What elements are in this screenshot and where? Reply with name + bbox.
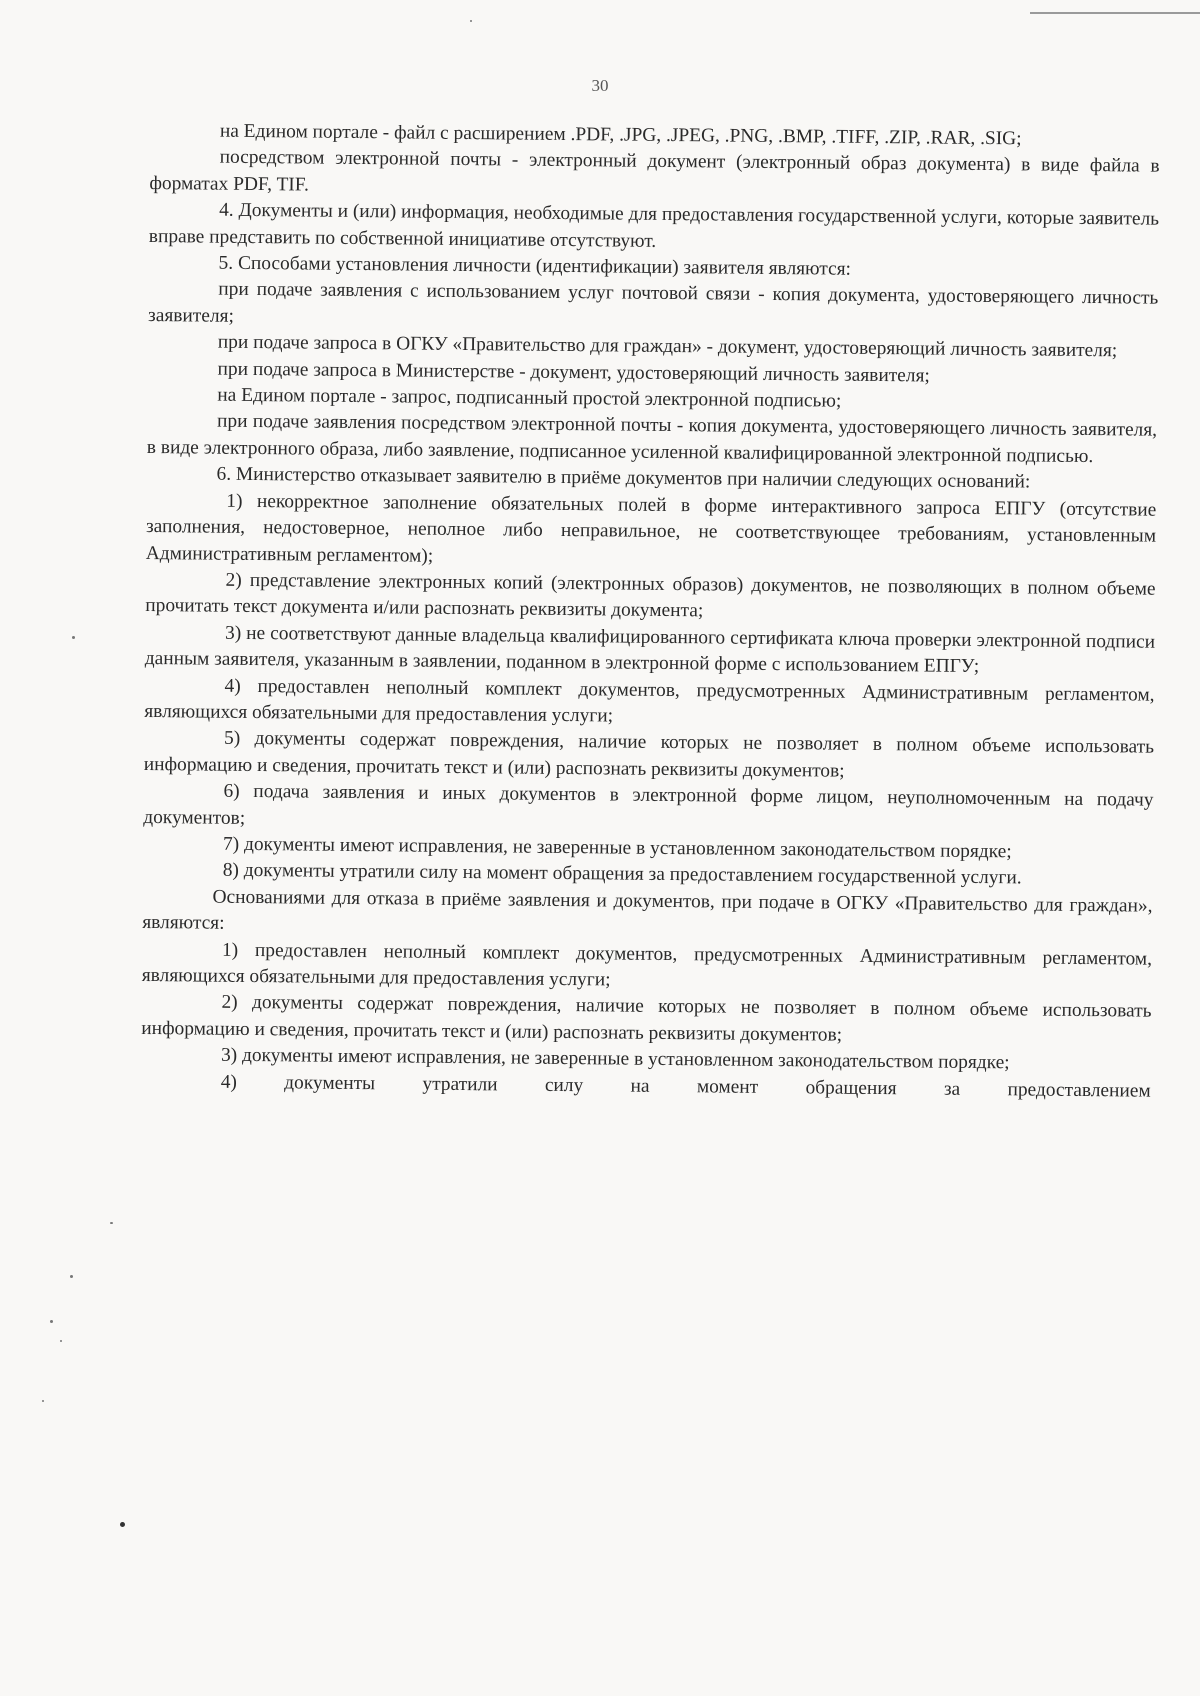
paragraph: 6. Министерство отказывает заявителю в приёме документов при наличии следующих оснований: <box>216 463 1031 493</box>
paragraph: при подаче запроса в ОГКУ «Правительство для граждан» - документ, удостоверяющий личность заявителя; <box>217 331 1118 362</box>
scan-speck <box>120 1522 125 1527</box>
paragraph: 6) подача заявления и иных документов в электронной форме лицом, неуполномоченным на подачу документов; <box>143 780 1154 829</box>
paragraph: при подаче заявления с использованием услуг почтовой связи - копия документа, удостоверяющего личность заявителя; <box>148 279 1159 327</box>
scan-speck <box>42 1400 44 1402</box>
paragraph: 2) документы содержат повреждения, наличие которых не позволяет в полном объеме использовать информацию и сведения, прочитать текст и (или) распознать реквизиты документов; <box>141 992 1152 1046</box>
paragraph: на Едином портале - запрос, подписанный простой электронной подписью; <box>217 384 842 412</box>
paragraph: 5. Способами установления личности (идентификации) заявителя являются: <box>218 252 852 280</box>
paragraph: при подаче заявления посредством электронной почты - копия документа, удостоверяющего личность заявителя, в виде электронного образа, либо заявление, подписанное усиленной квалифицированной электронной подписью. <box>146 411 1158 467</box>
paragraph: 1) некорректное заполнение обязательных полей в форме интерактивного запроса ЕПГУ (отсутствие заполнения, недостоверное, неполное либо неправильное, не соответствующее требованиям, установленным Административным регламентом); <box>145 490 1157 567</box>
scan-speck <box>50 1320 53 1323</box>
paragraph: 4) документы утратили силу на момент обращения за предоставлением <box>220 1071 1151 1102</box>
paragraph: посредством электронной почты - электронный документ (электронный образ документа) в виде файла в форматах PDF, TIF. <box>149 147 1160 196</box>
scan-edge-line <box>1030 12 1200 14</box>
paragraph: 1) предоставлен неполный комплект документов, предусмотренных Административным регламентом, являющихся обязательными для предоставления услуги; <box>141 939 1153 991</box>
paragraph: 2) представление электронных копий (электронных образов) документов, не позволяющих в полном объеме прочитать текст документа и/или распознать реквизиты документа; <box>145 569 1156 622</box>
page-number: 30 <box>591 76 609 95</box>
scan-speck <box>110 1222 113 1224</box>
document-body <box>141 118 1160 1105</box>
scan-speck <box>70 1275 73 1278</box>
paragraph: 3) не соответствуют данные владельца квалифицированного сертификата ключа проверки электронной подписи данным заявителя, указанным в заявлении, поданном в электронной форме с использованием ЕПГУ; <box>144 622 1156 678</box>
scan-speck <box>72 636 75 639</box>
paragraph: 3) документы имеют исправления, не заверенные в установленном законодательством порядке; <box>220 1044 1010 1074</box>
scan-speck <box>60 1340 62 1342</box>
paragraph: на Едином портале - файл с расширением .PDF, .JPG, .JPEG, .PNG, .BMP, .TIFF, .ZIP, .RAR, .SIG; <box>219 120 1022 150</box>
scan-speck <box>470 20 472 22</box>
paragraph: 8) документы утратили силу на момент обращения за предоставлением государственной услуги. <box>222 860 1022 889</box>
paragraph: Основаниями для отказа в приёме заявления и документов, при подаче в ОГКУ «Правительство для граждан», являются: <box>142 886 1153 934</box>
paragraph: 7) документы имеют исправления, не заверенные в установленном законодательством порядке; <box>222 833 1012 863</box>
paragraph: 4) предоставлен неполный комплект документов, предусмотренных Административным регламентом, являющихся обязательными для предоставления услуги; <box>144 675 1155 727</box>
paragraph: 5) документы содержат повреждения, наличие которых не позволяет в полном объеме использовать информацию и сведения, прочитать текст и (или) распознать реквизиты документов; <box>143 728 1155 782</box>
paragraph: 4. Документы и (или) информация, необходимые для предоставления государственной услуги, которые заявитель вправе представить по собственной инициативе отсутствуют. <box>148 199 1160 252</box>
paragraph: при подаче запроса в Министерстве - документ, удостоверяющий личность заявителя; <box>217 358 930 387</box>
